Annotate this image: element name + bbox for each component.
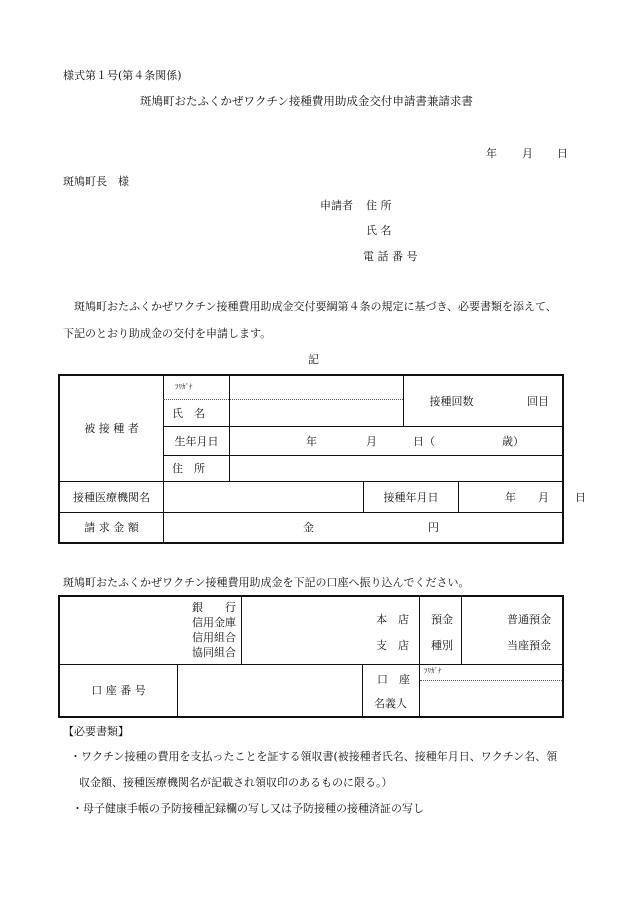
birthdate-label: 生年月日 <box>174 434 219 448</box>
applicant-phone-label: 電 話 番 号 <box>363 250 418 263</box>
form-number: 様式第１号(第４条関係) <box>63 69 182 82</box>
ordinary-deposit-option[interactable]: 普通預金 <box>507 613 551 626</box>
ki-label: 記 <box>308 353 319 366</box>
required-docs-item2: ・母子健康手帳の予防接種記録欄の写し又は予防接種の接種済証の写し <box>72 802 424 815</box>
recipient-name-field[interactable] <box>230 400 403 426</box>
applicant-label: 申請者 <box>320 199 353 212</box>
birth-day-label: 日（ <box>413 434 435 448</box>
deposit-type-options <box>462 597 562 664</box>
bank-type-shinkumi: 信用組合 <box>192 631 236 644</box>
vaccination-date-field[interactable] <box>459 482 586 512</box>
institution-field[interactable] <box>164 482 363 512</box>
bank-name-field[interactable] <box>60 597 241 664</box>
current-deposit-option[interactable]: 当座預金 <box>507 639 551 652</box>
date-day: 日 <box>557 147 568 160</box>
recipient-name-label: 氏 名 <box>172 406 205 420</box>
body-text-line2: 下記のとおり助成金の交付を申請します。 <box>63 327 272 340</box>
bank-type-kyodo: 協同組合 <box>192 646 236 659</box>
deposit-type-label <box>420 597 461 664</box>
applicant-name-label: 氏 名 <box>366 224 392 237</box>
form-title: 斑鳩町おたふくかぜワクチン接種費用助成金交付申請書兼請求書 <box>140 94 473 108</box>
required-docs-item1-line2: 収金額、接種医療機関名が記載され領収印のあるものに限る。） <box>79 776 393 789</box>
deposit-type-line1: 預金 <box>431 613 453 626</box>
date-month: 月 <box>522 147 533 160</box>
vd-year-label: 年 <box>505 490 516 504</box>
recipient-furigana-field[interactable] <box>230 376 403 399</box>
claim-amount-label: 請 求 金 額 <box>84 521 139 534</box>
recipient-address-label: 住 所 <box>172 462 205 475</box>
holder-furigana-label: ﾌﾘｶﾞﾅ <box>424 667 442 675</box>
vd-day-label: 日 <box>575 490 586 504</box>
birthdate-field[interactable] <box>230 427 562 455</box>
recipient-label: 被 接 種 者 <box>84 422 139 435</box>
main-branch-label: 本 店 <box>376 613 409 626</box>
vaccination-count-label: 接種回数 <box>429 394 474 408</box>
yen-label: 円 <box>428 521 439 534</box>
holder-name-field[interactable] <box>420 681 562 716</box>
body-text-line1: 斑鳩町おたふくかぜワクチン接種費用助成金交付要綱第４条の規定に基づき、必要書類を添えて、 <box>74 300 557 313</box>
required-docs-item1-line1: ・ワクチン接種の費用を支払ったことを証する領収書(被接種者氏名、接種年月日、ワクチン名、領 <box>70 750 558 763</box>
date-year: 年 <box>486 147 497 160</box>
bank-type-shinkin: 信用金庫 <box>192 616 236 629</box>
vaccination-date-label: 接種年月日 <box>383 490 439 504</box>
account-number-field[interactable] <box>178 665 362 716</box>
recipient-address-field[interactable] <box>230 456 562 481</box>
required-docs-heading: 【必要書類】 <box>63 725 129 738</box>
vaccination-count-unit[interactable]: 回目 <box>527 394 549 408</box>
vd-month-label: 月 <box>538 490 549 504</box>
institution-label: 接種医療機関名 <box>73 490 150 504</box>
account-number-label: 口 座 番 号 <box>91 684 146 697</box>
account-holder-label <box>363 665 419 716</box>
birth-month-label: 月 <box>366 434 377 448</box>
addressee: 斑鳩町長 様 <box>63 175 129 188</box>
claim-amount-field[interactable] <box>164 513 562 542</box>
branch-field[interactable] <box>242 597 419 664</box>
birth-age-label: 歳） <box>502 434 524 448</box>
branch-label: 支 店 <box>376 639 409 652</box>
kin-label: 金 <box>303 521 314 534</box>
transfer-text: 斑鳩町おたふくかぜワクチン接種費用助成金を下記の口座へ振り込んでください。 <box>63 576 470 589</box>
recipient-furigana-label: ﾌﾘｶﾞﾅ <box>175 383 193 391</box>
birth-year-label: 年 <box>306 434 317 448</box>
bank-type-bank: 銀 行 <box>192 601 236 614</box>
holder-furigana-field[interactable] <box>420 665 562 680</box>
account-label: 口 座 <box>377 673 410 686</box>
holder-label: 名義人 <box>374 697 407 710</box>
deposit-type-line2: 種別 <box>431 639 453 652</box>
applicant-address-label: 住 所 <box>366 199 392 212</box>
